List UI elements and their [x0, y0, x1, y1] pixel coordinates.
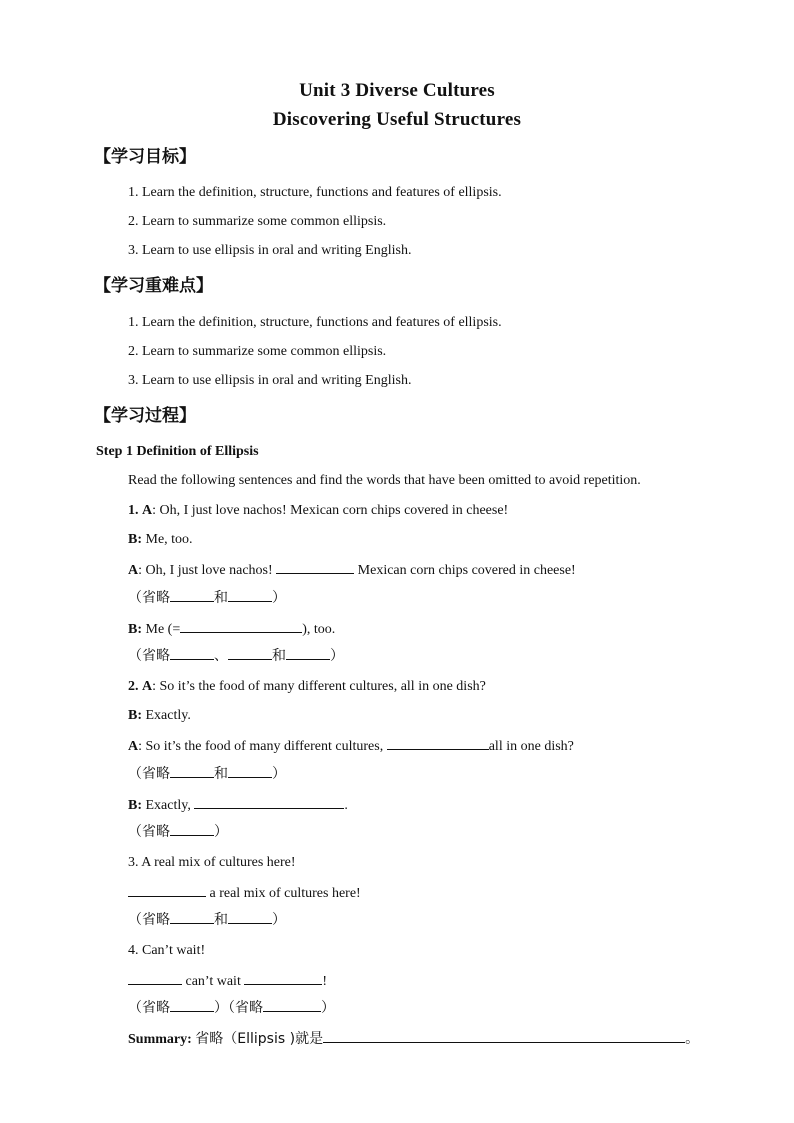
- key-point-item: 3. Learn to use ellipsis in oral and writing English.: [128, 373, 412, 388]
- q1-b-text: Me, too.: [142, 532, 193, 547]
- answer-blank[interactable]: [180, 619, 302, 633]
- note-text: 和: [214, 590, 228, 606]
- answer-blank[interactable]: [170, 764, 214, 778]
- speaker-a-label: A: [142, 503, 153, 518]
- speaker-a-label: A: [128, 739, 139, 754]
- q1-speaker-a: [128, 502, 508, 520]
- q1-speaker-b: [128, 531, 193, 549]
- objective-item: 1. Learn the definition, structure, functions and features of ellipsis.: [128, 185, 502, 200]
- q1-number: 1.: [128, 503, 139, 518]
- lesson-title: Discovering Useful Structures: [272, 109, 522, 130]
- q1-rewrite-a: [128, 560, 576, 580]
- summary-text: 省略（Ellipsis )就是: [195, 1031, 324, 1047]
- note-text: 和: [214, 912, 228, 928]
- note-text: ）: [272, 912, 286, 928]
- q3-note: [128, 910, 286, 929]
- q3-rewrite-text: a real mix of cultures here!: [206, 886, 361, 901]
- note-text: ）: [214, 824, 228, 840]
- step1-heading: Step 1 Definition of Ellipsis: [96, 444, 259, 459]
- note-text: （省略: [128, 590, 170, 606]
- q2-note2: [128, 822, 228, 841]
- section-process-heading: 【学习过程】: [94, 406, 196, 426]
- key-point-item: 2. Learn to summarize some common ellipsis.: [128, 344, 387, 359]
- section-key-points-heading: 【学习重难点】: [94, 276, 213, 296]
- note-text: ）: [214, 1000, 228, 1016]
- q1-a-text: : Oh, I just love nachos! Mexican corn chips covered in cheese!: [152, 503, 509, 518]
- answer-blank[interactable]: [128, 971, 182, 985]
- q2-rewrite-b: [128, 795, 348, 815]
- speaker-b-label: B:: [128, 798, 142, 813]
- objective-item: 3. Learn to use ellipsis in oral and writing English.: [128, 243, 412, 258]
- q2-number: 2.: [128, 679, 139, 694]
- answer-blank[interactable]: [170, 646, 214, 660]
- q4-rewrite: [128, 971, 327, 991]
- answer-blank[interactable]: [228, 764, 272, 778]
- key-point-item: 1. Learn the definition, structure, functions and features of ellipsis.: [128, 315, 502, 330]
- answer-blank[interactable]: [244, 971, 322, 985]
- q1-rewrite-b-pre: Me (=: [142, 622, 181, 637]
- q1-rewrite-b: [128, 619, 335, 639]
- speaker-b-label: B:: [128, 708, 142, 723]
- answer-blank[interactable]: [228, 910, 272, 924]
- q3-sentence: 3. A real mix of cultures here!: [128, 855, 296, 870]
- speaker-a-label: A: [142, 679, 153, 694]
- note-text: 和: [272, 648, 286, 664]
- note-text: ）: [321, 1000, 335, 1016]
- unit-title: Unit 3 Diverse Cultures: [299, 80, 495, 101]
- q2-b-text: Exactly.: [142, 708, 191, 723]
- q2-rewrite-b-post: .: [344, 798, 348, 813]
- answer-blank[interactable]: [228, 588, 272, 602]
- note-text: ）: [330, 648, 344, 664]
- note-text: 和: [214, 766, 228, 782]
- q2-speaker-a: [128, 678, 486, 696]
- note-text: （省略: [128, 824, 170, 840]
- q2-note1: [128, 764, 286, 783]
- speaker-a-label: A: [128, 563, 139, 578]
- answer-blank[interactable]: [323, 1029, 685, 1043]
- q2-rewrite-a: [128, 736, 574, 756]
- note-text: （省略: [128, 766, 170, 782]
- q4-note: [128, 998, 335, 1017]
- answer-blank[interactable]: [286, 646, 330, 660]
- summary-end: 。: [685, 1031, 700, 1047]
- q1-rewrite-a-pre: : Oh, I just love nachos!: [138, 563, 273, 578]
- summary-label: Summary:: [128, 1032, 192, 1047]
- answer-blank[interactable]: [263, 998, 321, 1012]
- answer-blank[interactable]: [276, 560, 354, 574]
- q1-rewrite-a-post: Mexican corn chips covered in cheese!: [357, 563, 576, 578]
- q4-rewrite-mid: can’t wait: [182, 974, 241, 989]
- answer-blank[interactable]: [170, 588, 214, 602]
- speaker-b-label: B:: [128, 532, 142, 547]
- q2-rewrite-b-pre: Exactly,: [142, 798, 191, 813]
- answer-blank[interactable]: [170, 998, 214, 1012]
- answer-blank[interactable]: [170, 822, 214, 836]
- note-text: （省略: [128, 912, 170, 928]
- objective-item: 2. Learn to summarize some common ellipsis.: [128, 214, 387, 229]
- summary-line: [128, 1029, 699, 1049]
- answer-blank[interactable]: [128, 883, 206, 897]
- q1-note1: [128, 588, 286, 607]
- q2-speaker-b: [128, 707, 191, 725]
- q4-rewrite-end: !: [322, 974, 328, 989]
- note-text: （省略: [128, 648, 170, 664]
- answer-blank[interactable]: [194, 795, 344, 809]
- note-text: 、: [214, 648, 228, 664]
- q2-rewrite-a-post: all in one dish?: [488, 739, 574, 754]
- answer-blank[interactable]: [228, 646, 272, 660]
- note-text: ）: [272, 766, 286, 782]
- note-text: （省略: [228, 1000, 263, 1016]
- q1-note2: [128, 646, 344, 665]
- q2-rewrite-a-pre: : So it’s the food of many different cultures,: [138, 739, 384, 754]
- q3-rewrite: [128, 883, 361, 903]
- note-text: （省略: [128, 1000, 170, 1016]
- section-objectives-heading: 【学习目标】: [94, 147, 196, 167]
- answer-blank[interactable]: [387, 736, 489, 750]
- speaker-b-label: B:: [128, 622, 142, 637]
- note-text: ）: [272, 590, 286, 606]
- q1-rewrite-b-post: ), too.: [302, 622, 336, 637]
- q4-sentence: 4. Can’t wait!: [128, 943, 206, 958]
- answer-blank[interactable]: [170, 910, 214, 924]
- q2-a-text: : So it’s the food of many different cultures, all in one dish?: [152, 679, 486, 694]
- step1-instruction: Read the following sentences and find the words that have been omitted to avoid repetition.: [128, 473, 641, 488]
